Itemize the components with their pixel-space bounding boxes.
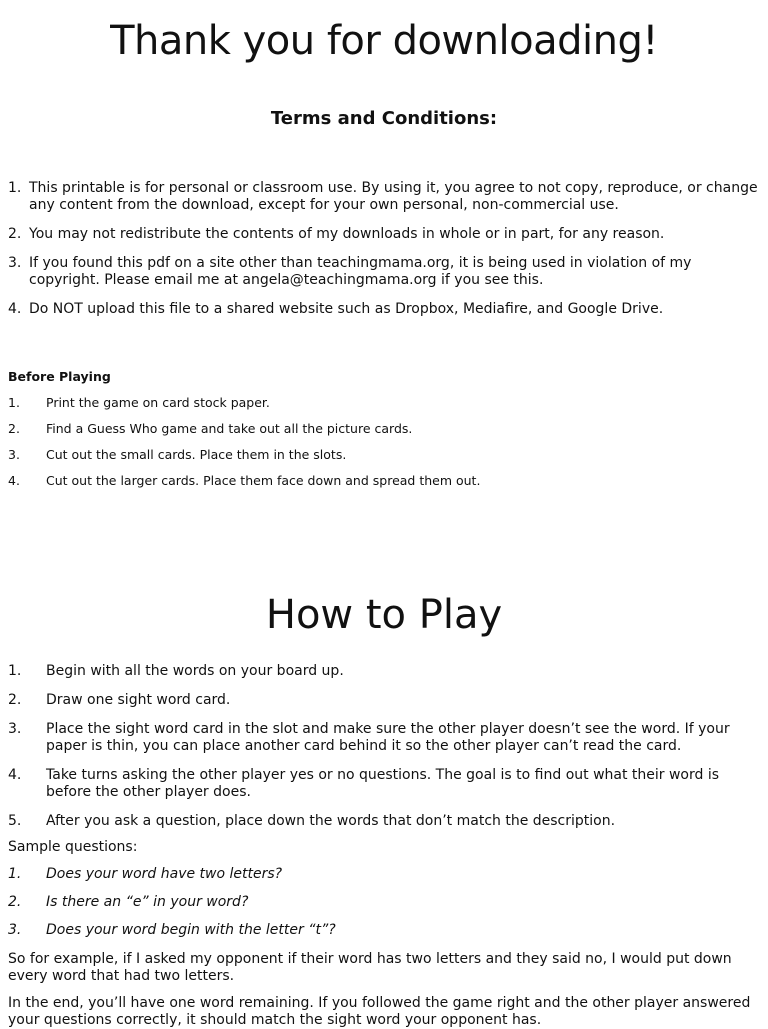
item-text: Is there an “e” in your word? (46, 894, 249, 910)
list-item (8, 395, 760, 421)
item-text: Does your word begin with the letter “t”? (46, 922, 336, 938)
item-number: 4. (8, 301, 22, 317)
item-text: If you found this pdf on a site other than teachingmama.org, it is being used in violation of my copyright. Please email me at angela@teachingmama.org if you see this. (29, 255, 692, 288)
item-number: 3. (8, 447, 20, 462)
list-item (8, 421, 760, 447)
ending-paragraph: In the end, you’ll have one word remaining. If you followed the game right and the other player answered your questions correctly, it should match the sight word your opponent has. (8, 995, 751, 1028)
terms-heading: Terms and Conditions: (270, 108, 498, 129)
item-text: Place the sight word card in the slot and make sure the other player doesn’t see the word. If your paper is thin, you can place another card behind it so the other player can’t read the card. (46, 721, 730, 754)
list-item (8, 866, 760, 894)
list-item (8, 692, 760, 709)
item-number: 2. (8, 421, 20, 436)
item-number: 1. (8, 663, 22, 679)
how-to-play-title: How to Play (265, 592, 503, 638)
item-text: Begin with all the words on your board up. (46, 663, 344, 679)
item-text: This printable is for personal or classroom use. By using it, you agree to not copy, reproduce, or change any content from the download, except for your own personal, non-commercial use. (29, 180, 758, 213)
list-item (8, 767, 760, 801)
list-item (8, 226, 760, 243)
item-number: 1. (8, 180, 22, 196)
item-text: After you ask a question, place down the words that don’t match the description. (46, 813, 616, 829)
terms-list (8, 180, 760, 330)
item-number: 1. (8, 395, 20, 410)
item-number: 3. (8, 721, 22, 737)
item-text: Cut out the larger cards. Place them face down and spread them out. (46, 473, 481, 488)
list-item (8, 255, 760, 289)
how-to-play-steps (8, 663, 760, 842)
list-item (8, 301, 760, 318)
item-number: 3. (8, 255, 22, 271)
item-number: 3. (8, 922, 22, 938)
list-item (8, 721, 760, 755)
item-text: Does your word have two letters? (46, 866, 283, 882)
item-text: Take turns asking the other player yes or no questions. The goal is to find out what their word is before the other player does. (46, 767, 720, 800)
item-number: 2. (8, 692, 22, 708)
item-text: Find a Guess Who game and take out all the picture cards. (46, 421, 413, 436)
item-text: Draw one sight word card. (46, 692, 231, 708)
item-text: You may not redistribute the contents of my downloads in whole or in part, for any reason. (29, 226, 665, 242)
item-number: 2. (8, 894, 22, 910)
example-paragraph: So for example, if I asked my opponent if their word has two letters and they said no, I would put down every word that had two letters. (8, 951, 732, 984)
list-item (8, 447, 760, 473)
item-number: 1. (8, 866, 22, 882)
list-item (8, 180, 760, 214)
list-item (8, 894, 760, 922)
item-number: 4. (8, 473, 20, 488)
item-number: 5. (8, 813, 22, 829)
sample-questions-label: Sample questions: (8, 839, 138, 855)
item-text: Do NOT upload this file to a shared website such as Dropbox, Mediafire, and Google Drive. (29, 301, 664, 317)
list-item (8, 922, 760, 950)
list-item (8, 663, 760, 680)
list-item (8, 813, 760, 830)
before-playing-heading: Before Playing (8, 369, 111, 384)
page-title: Thank you for downloading! (110, 18, 658, 64)
list-item (8, 473, 760, 499)
sample-questions-list (8, 866, 760, 950)
item-number: 4. (8, 767, 22, 783)
item-text: Cut out the small cards. Place them in the slots. (46, 447, 347, 462)
item-text: Print the game on card stock paper. (46, 395, 270, 410)
before-playing-list (8, 395, 760, 499)
item-number: 2. (8, 226, 22, 242)
